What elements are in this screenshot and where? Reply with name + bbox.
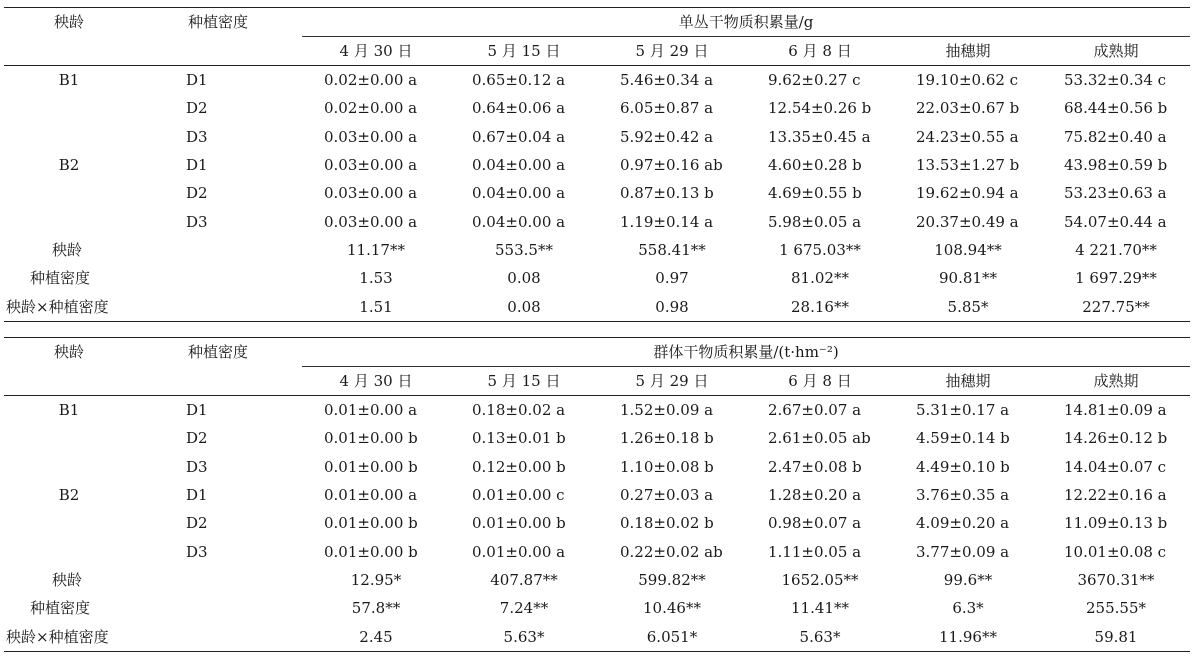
table-row	[4, 207, 1190, 235]
stats-value: 11.96**	[894, 622, 1042, 651]
cell-value: 0.01±0.00 b	[324, 542, 418, 561]
stats-value: 1.53	[359, 269, 393, 288]
row-density: D1	[186, 71, 208, 90]
cell-value: 54.07±0.44 a	[1064, 212, 1167, 231]
table-title: 群体干物质积累量/(t·hm⁻²)	[302, 338, 1190, 367]
cell-value: 0.87±0.13 b	[620, 184, 714, 203]
row-density: D3	[186, 457, 208, 476]
cell-value: 2.67±0.07 a	[768, 401, 862, 420]
header-date: 6 月 8 日	[746, 367, 894, 396]
stats-label: 秧龄×种植密度	[4, 622, 302, 651]
stats-value: 5.63*	[450, 622, 598, 651]
stats-value: 599.82**	[638, 570, 706, 589]
row-density: D1	[186, 486, 208, 505]
cell-value: 12.54±0.26 b	[768, 99, 872, 118]
stats-value: 5.63*	[746, 622, 894, 651]
stats-row	[4, 292, 1190, 321]
cell-value: 20.37±0.49 a	[916, 212, 1019, 231]
cell-value: 2.61±0.05 ab	[768, 429, 871, 448]
cell-value: 0.04±0.00 a	[472, 184, 566, 203]
cell-value: 2.47±0.08 b	[768, 457, 862, 476]
header-date: 4 月 30 日	[302, 37, 450, 66]
row-age	[4, 453, 134, 481]
cell-value: 1.28±0.20 a	[768, 486, 862, 505]
cell-value: 0.67±0.04 a	[472, 127, 566, 146]
cell-value: 19.10±0.62 c	[916, 71, 1019, 90]
cell-value: 4.49±0.10 b	[916, 457, 1010, 476]
stats-label: 种植密度	[30, 599, 91, 618]
row-density: D1	[186, 156, 208, 175]
row-age	[4, 123, 134, 151]
cell-value: 43.98±0.59 b	[1064, 156, 1168, 175]
row-age	[4, 94, 134, 122]
stats-value: 4 221.70**	[1075, 240, 1157, 259]
stats-value: 1652.05**	[781, 570, 859, 589]
stats-value: 0.97	[655, 269, 689, 288]
cell-value: 3.76±0.35 a	[916, 486, 1010, 505]
stats-value: 6.3*	[952, 599, 984, 618]
cell-value: 4.09±0.20 a	[916, 514, 1010, 533]
cell-value: 19.62±0.94 a	[916, 184, 1019, 203]
cell-value: 1.19±0.14 a	[620, 212, 714, 231]
row-density: D3	[186, 212, 208, 231]
cell-value: 12.22±0.16 a	[1064, 486, 1167, 505]
stats-value: 57.8**	[351, 599, 401, 618]
cell-value: 6.05±0.87 a	[620, 99, 714, 118]
stats-value: 553.5**	[495, 240, 553, 259]
stats-value: 10.46**	[643, 599, 701, 618]
population-dry-matter-table	[4, 337, 1190, 652]
stats-value: 5.85*	[894, 292, 1042, 321]
stats-label: 秧龄×种植密度	[4, 292, 302, 321]
cell-value: 53.23±0.63 a	[1064, 184, 1167, 203]
stats-value: 7.24**	[499, 599, 549, 618]
cell-value: 9.62±0.27 c	[768, 71, 861, 90]
stats-label: 种植密度	[30, 269, 91, 288]
cell-value: 5.46±0.34 a	[620, 71, 714, 90]
row-density: D2	[186, 184, 208, 203]
cell-value: 0.18±0.02 b	[620, 514, 714, 533]
row-density: D2	[186, 99, 208, 118]
row-age	[4, 537, 134, 565]
stats-value: 59.81	[1042, 622, 1190, 651]
cell-value: 13.53±1.27 b	[916, 156, 1020, 175]
header-age: 秧龄	[4, 8, 134, 66]
row-density: D2	[186, 429, 208, 448]
cell-value: 0.03±0.00 a	[324, 184, 418, 203]
cell-value: 1.26±0.18 b	[620, 429, 714, 448]
stats-value: 558.41**	[638, 240, 706, 259]
table-row	[4, 424, 1190, 452]
row-density: D3	[186, 127, 208, 146]
cell-value: 5.31±0.17 a	[916, 401, 1010, 420]
cell-value: 4.59±0.14 b	[916, 429, 1010, 448]
header-date: 成熟期	[1042, 37, 1190, 66]
cell-value: 0.03±0.00 a	[324, 156, 418, 175]
row-age: B1	[58, 71, 80, 90]
stats-value: 227.75**	[1042, 292, 1190, 321]
cell-value: 11.09±0.13 b	[1064, 514, 1168, 533]
row-age	[4, 424, 134, 452]
cell-value: 0.01±0.00 b	[472, 514, 566, 533]
cell-value: 1.52±0.09 a	[620, 401, 714, 420]
table-row	[4, 123, 1190, 151]
header-date: 抽穗期	[894, 37, 1042, 66]
cell-value: 14.04±0.07 c	[1064, 457, 1167, 476]
cell-value: 0.04±0.00 a	[472, 212, 566, 231]
stats-value: 28.16**	[746, 292, 894, 321]
stats-value: 12.95*	[350, 570, 402, 589]
cell-value: 4.69±0.55 b	[768, 184, 862, 203]
table-row	[4, 66, 1190, 95]
cell-value: 53.32±0.34 c	[1064, 71, 1167, 90]
header-date: 4 月 30 日	[302, 367, 450, 396]
cell-value: 10.01±0.08 c	[1064, 542, 1167, 561]
cell-value: 14.81±0.09 a	[1064, 401, 1167, 420]
cell-value: 0.97±0.16 ab	[620, 156, 723, 175]
stats-value: 407.87**	[490, 570, 558, 589]
stats-label: 秧龄	[52, 240, 83, 259]
header-density: 种植密度	[134, 8, 302, 66]
stats-row	[4, 236, 1190, 264]
table-row	[4, 151, 1190, 179]
cell-value: 0.01±0.00 a	[472, 542, 566, 561]
row-density: D3	[186, 542, 208, 561]
cell-value: 0.98±0.07 a	[768, 514, 862, 533]
row-age: B1	[58, 401, 80, 420]
stats-value: 1 697.29**	[1075, 269, 1157, 288]
cell-value: 0.03±0.00 a	[324, 127, 418, 146]
row-age	[4, 179, 134, 207]
stats-label: 秧龄	[52, 570, 83, 589]
stats-value: 1.51	[302, 292, 450, 321]
row-age	[4, 509, 134, 537]
cell-value: 0.01±0.00 b	[324, 457, 418, 476]
cell-value: 0.12±0.00 b	[472, 457, 566, 476]
cell-value: 14.26±0.12 b	[1064, 429, 1168, 448]
table-row	[4, 396, 1190, 425]
stats-value: 99.6**	[943, 570, 993, 589]
header-row	[4, 338, 1190, 367]
header-date: 5 月 29 日	[598, 37, 746, 66]
row-density: D1	[186, 401, 208, 420]
header-date: 抽穗期	[894, 367, 1042, 396]
cell-value: 68.44±0.56 b	[1064, 99, 1168, 118]
cell-value: 0.01±0.00 b	[324, 514, 418, 533]
cell-value: 0.22±0.02 ab	[620, 542, 723, 561]
cell-value: 3.77±0.09 a	[916, 542, 1010, 561]
row-density: D2	[186, 514, 208, 533]
stats-value: 2.45	[302, 622, 450, 651]
cell-value: 0.04±0.00 a	[472, 156, 566, 175]
stats-row	[4, 566, 1190, 594]
stats-row	[4, 594, 1190, 622]
stats-value: 1 675.03**	[779, 240, 861, 259]
cell-value: 4.60±0.28 b	[768, 156, 862, 175]
stats-value: 255.55*	[1086, 599, 1147, 618]
cell-value: 1.10±0.08 b	[620, 457, 714, 476]
stats-value: 0.98	[598, 292, 746, 321]
cell-value: 0.01±0.00 a	[324, 486, 418, 505]
cell-value: 0.01±0.00 a	[324, 401, 418, 420]
stats-value: 0.08	[450, 292, 598, 321]
cell-value: 0.18±0.02 a	[472, 401, 566, 420]
stats-value: 11.41**	[791, 599, 849, 618]
cell-value: 1.11±0.05 a	[768, 542, 862, 561]
stats-value: 90.81**	[939, 269, 997, 288]
cell-value: 5.98±0.05 a	[768, 212, 862, 231]
cell-value: 5.92±0.42 a	[620, 127, 714, 146]
cell-value: 0.02±0.00 a	[324, 99, 418, 118]
single-hill-dry-matter-table	[4, 7, 1190, 322]
stats-value: 108.94**	[934, 240, 1002, 259]
cell-value: 75.82±0.40 a	[1064, 127, 1167, 146]
cell-value: 0.27±0.03 a	[620, 486, 714, 505]
cell-value: 0.01±0.00 b	[324, 429, 418, 448]
header-row	[4, 8, 1190, 37]
table-row	[4, 481, 1190, 509]
cell-value: 0.64±0.06 a	[472, 99, 566, 118]
header-date: 5 月 29 日	[598, 367, 746, 396]
cell-value: 22.03±0.67 b	[916, 99, 1020, 118]
table-row	[4, 179, 1190, 207]
header-date: 5 月 15 日	[450, 367, 598, 396]
header-age: 秧龄	[4, 338, 134, 396]
cell-value: 0.02±0.00 a	[324, 71, 418, 90]
header-date: 成熟期	[1042, 367, 1190, 396]
table-row	[4, 453, 1190, 481]
stats-value: 11.17**	[347, 240, 405, 259]
cell-value: 0.01±0.00 c	[472, 486, 565, 505]
table-row	[4, 94, 1190, 122]
table-row	[4, 509, 1190, 537]
row-age	[4, 207, 134, 235]
row-age: B2	[58, 486, 80, 505]
cell-value: 24.23±0.55 a	[916, 127, 1019, 146]
header-density: 种植密度	[134, 338, 302, 396]
table-row	[4, 537, 1190, 565]
cell-value: 0.65±0.12 a	[472, 71, 566, 90]
header-date: 5 月 15 日	[450, 37, 598, 66]
cell-value: 0.13±0.01 b	[472, 429, 566, 448]
header-date: 6 月 8 日	[746, 37, 894, 66]
cell-value: 0.03±0.00 a	[324, 212, 418, 231]
stats-row	[4, 264, 1190, 292]
cell-value: 13.35±0.45 a	[768, 127, 871, 146]
table-title: 单丛干物质积累量/g	[302, 8, 1190, 37]
stats-row	[4, 622, 1190, 651]
stats-value: 0.08	[507, 269, 541, 288]
row-age: B2	[58, 156, 80, 175]
stats-value: 3670.31**	[1077, 570, 1155, 589]
stats-value: 6.051*	[598, 622, 746, 651]
stats-value: 81.02**	[791, 269, 849, 288]
